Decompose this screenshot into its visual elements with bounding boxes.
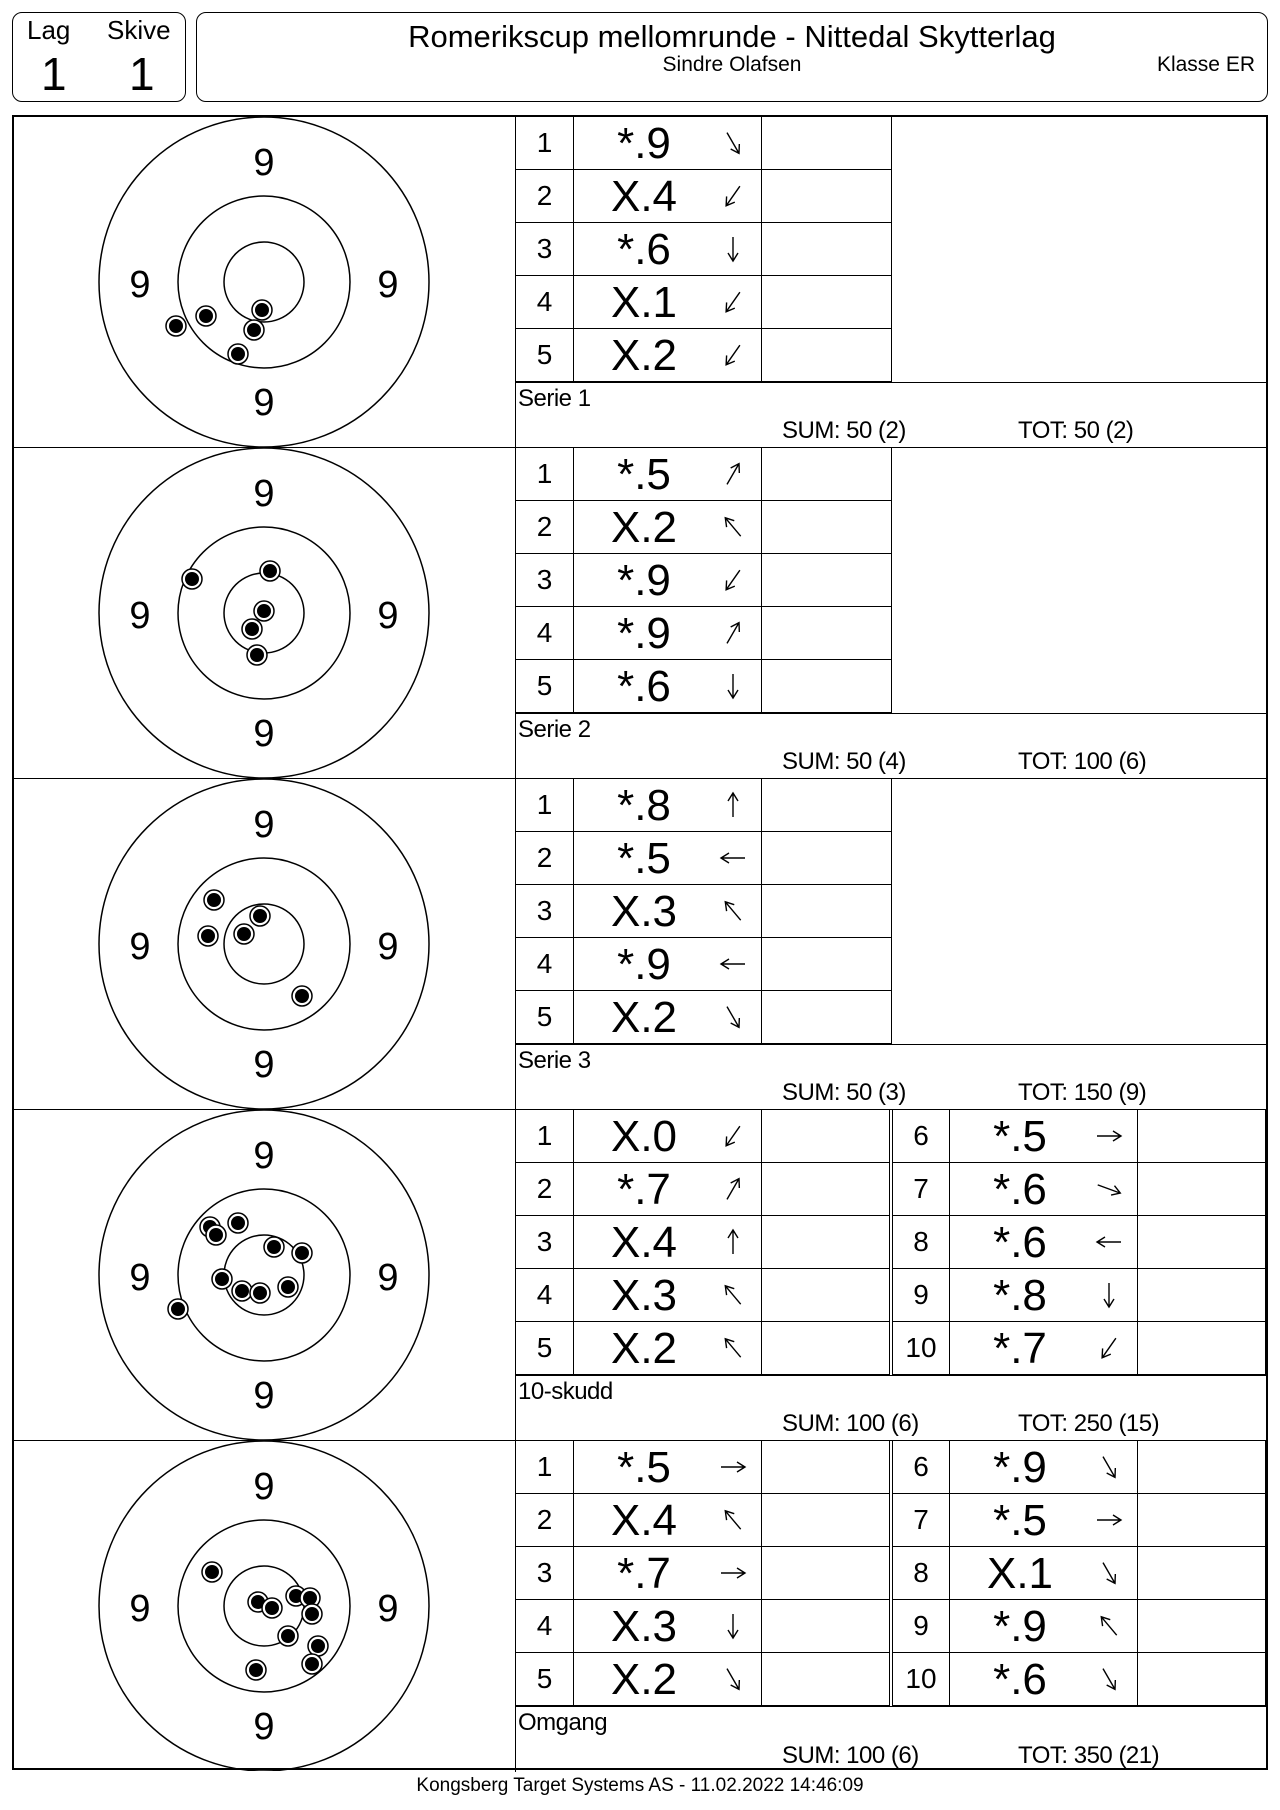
shot-value-cell: [574, 170, 762, 222]
shot-number: 3: [516, 554, 574, 606]
shot-value-cell: [950, 1494, 1138, 1546]
target-svg: [14, 1110, 516, 1440]
shot-table: [516, 1110, 1266, 1375]
shot-hit: [302, 1604, 322, 1624]
shot-hit: [196, 306, 216, 326]
series-summary: [516, 1706, 1266, 1772]
shot-number: 3: [516, 885, 574, 937]
competition-header: [196, 12, 1268, 102]
shot-hit: [250, 1283, 270, 1303]
direction-arrow-icon: [717, 286, 749, 318]
shot-row: [516, 660, 892, 713]
shot-number: 10: [892, 1653, 950, 1705]
shot-hit: [204, 890, 224, 910]
shot-row: [892, 1110, 1266, 1163]
shot-row: [516, 1653, 890, 1706]
shot-number: 1: [516, 117, 574, 169]
shot-hit: [234, 924, 254, 944]
shot-row: [516, 501, 892, 554]
shot-value: X.2: [610, 1324, 678, 1373]
ring-value-label: 9: [377, 264, 399, 307]
lag-label: Lag: [27, 15, 71, 45]
shot-value-cell: [950, 1547, 1138, 1599]
shot-row: [516, 1494, 890, 1547]
direction-arrow-icon: [1093, 1504, 1125, 1536]
shot-value-cell: [574, 554, 762, 606]
shot-value-cell: [950, 1322, 1138, 1374]
direction-arrow-icon: [717, 339, 749, 371]
shot-value: *.7: [617, 1165, 671, 1214]
series-sum: SUM: 100 (6): [782, 1410, 919, 1437]
shot-value-cell: [574, 1653, 762, 1705]
shot-table: [516, 1441, 1266, 1706]
ring-value-label: 9: [377, 926, 399, 969]
shot-row: [516, 329, 892, 382]
direction-arrow-icon: [717, 180, 749, 212]
shot-value: *.6: [617, 662, 671, 711]
ring-value-label: 9: [129, 1257, 151, 1300]
shot-value-cell: [574, 329, 762, 381]
shot-hit: [260, 561, 280, 581]
shot-row: [892, 1653, 1266, 1706]
shot-value-cell: [574, 276, 762, 328]
shot-number: 3: [516, 223, 574, 275]
series-block: [14, 117, 1266, 448]
shot-value: *.5: [617, 450, 671, 499]
shot-value-cell: [574, 1441, 762, 1493]
direction-arrow-icon: [717, 1504, 749, 1536]
target-diagram: [14, 448, 516, 778]
series-name: Serie 2: [518, 716, 591, 743]
direction-arrow-icon: [717, 670, 749, 702]
ring-value-label: 9: [253, 1375, 275, 1418]
target-svg: [14, 448, 516, 778]
ring-value-label: 9: [129, 595, 151, 638]
shot-value-cell: [950, 1110, 1138, 1162]
shot-value: *.7: [617, 1549, 671, 1598]
target-ring: [178, 1189, 350, 1361]
shot-row: [516, 607, 892, 660]
class-label: Klasse ER: [1156, 53, 1255, 76]
direction-arrow-icon: [717, 564, 749, 596]
shot-row: [516, 885, 892, 938]
direction-arrow-icon: [717, 1226, 749, 1258]
shot-hit: [278, 1626, 298, 1646]
shot-hit: [254, 601, 274, 621]
shot-number: 10: [892, 1322, 950, 1374]
series-total: TOT: 250 (15): [1018, 1410, 1160, 1437]
target-svg: [14, 1441, 516, 1771]
series-block: [14, 1110, 1266, 1441]
shot-number: 7: [892, 1494, 950, 1546]
series-sum: SUM: 50 (2): [782, 417, 906, 444]
shot-number: 4: [516, 938, 574, 990]
shot-value-cell: [574, 1547, 762, 1599]
shot-number: 7: [892, 1163, 950, 1215]
shot-number: 5: [516, 991, 574, 1043]
shot-value: X.2: [610, 1655, 678, 1704]
series-block: [14, 448, 1266, 779]
shot-row: [516, 779, 892, 832]
ring-value-label: 9: [129, 926, 151, 969]
skive-label: Skive: [107, 15, 171, 45]
shot-value-cell: [574, 223, 762, 275]
shot-value-cell: [950, 1216, 1138, 1268]
shot-number: 2: [516, 832, 574, 884]
shot-row: [892, 1600, 1266, 1653]
ring-value-label: 9: [129, 1588, 151, 1631]
shot-value-cell: [950, 1269, 1138, 1321]
shot-value: X.3: [610, 1271, 678, 1320]
shot-row: [892, 1494, 1266, 1547]
shot-number: 3: [516, 1547, 574, 1599]
shot-row: [892, 1322, 1266, 1375]
direction-arrow-icon: [1093, 1226, 1125, 1258]
ring-value-label: 9: [253, 1466, 275, 1509]
shot-value-cell: [574, 501, 762, 553]
shot-number: 5: [516, 660, 574, 712]
shot-value: *.6: [993, 1218, 1047, 1267]
shot-table: [516, 779, 1266, 1044]
shot-value-cell: [950, 1441, 1138, 1493]
target-diagram: [14, 1441, 516, 1772]
shot-value: *.8: [617, 781, 671, 830]
shot-hit: [247, 645, 267, 665]
shot-value-cell: [574, 885, 762, 937]
shot-row: [516, 1441, 890, 1494]
shot-value-cell: [950, 1163, 1138, 1215]
shot-hit: [198, 926, 218, 946]
shot-row: [892, 1216, 1266, 1269]
shot-value: X.2: [610, 331, 678, 380]
shot-number: 4: [516, 276, 574, 328]
shot-row: [516, 938, 892, 991]
series-summary: [516, 1375, 1266, 1440]
shot-hit: [302, 1654, 322, 1674]
shot-number: 9: [892, 1600, 950, 1652]
page-title: Romerikscup mellomrunde - Nittedal Skytterlag: [408, 19, 1056, 54]
shot-value: X.4: [610, 172, 678, 221]
ring-value-label: 9: [253, 473, 275, 516]
shot-hit: [278, 1277, 298, 1297]
shot-row: [516, 448, 892, 501]
shot-row: [892, 1547, 1266, 1600]
direction-arrow-icon: [717, 1173, 749, 1205]
shot-number: 2: [516, 170, 574, 222]
shot-value-cell: [574, 1600, 762, 1652]
direction-arrow-icon: [717, 1610, 749, 1642]
shot-value: *.9: [617, 556, 671, 605]
series-sum: SUM: 50 (3): [782, 1079, 906, 1106]
direction-arrow-icon: [1093, 1332, 1125, 1364]
shot-row: [892, 1163, 1266, 1216]
shot-row: [516, 1110, 890, 1163]
shot-row: [516, 1269, 890, 1322]
direction-arrow-icon: [717, 1663, 749, 1695]
shot-value-cell: [574, 607, 762, 659]
shot-number: 1: [516, 1110, 574, 1162]
shot-value: X.4: [610, 1496, 678, 1545]
target-diagram: [14, 779, 516, 1109]
direction-arrow-icon: [1093, 1279, 1125, 1311]
shot-table: [516, 448, 1266, 713]
shot-value: *.8: [993, 1271, 1047, 1320]
shot-hit: [250, 906, 270, 926]
shot-row: [516, 1216, 890, 1269]
shot-value-cell: [574, 938, 762, 990]
shot-row: [516, 223, 892, 276]
shot-value: *.5: [993, 1112, 1047, 1161]
results-sheet: [12, 115, 1268, 1770]
shot-value-cell: [574, 779, 762, 831]
shot-value-cell: [574, 117, 762, 169]
shot-value-cell: [950, 1600, 1138, 1652]
shot-number: 1: [516, 1441, 574, 1493]
shot-value: X.3: [610, 1602, 678, 1651]
shot-value: *.9: [617, 940, 671, 989]
shot-row: [516, 1547, 890, 1600]
shot-number: 6: [892, 1110, 950, 1162]
shot-number: 1: [516, 779, 574, 831]
lag-skive-box: [12, 12, 186, 102]
ring-value-label: 9: [253, 142, 275, 185]
shot-number: 4: [516, 1600, 574, 1652]
shot-value: X.2: [610, 993, 678, 1042]
series-sum: SUM: 100 (6): [782, 1742, 919, 1769]
lag-value: 1: [41, 48, 67, 100]
shot-number: 8: [892, 1216, 950, 1268]
shot-row: [516, 832, 892, 885]
shot-number: 3: [516, 1216, 574, 1268]
direction-arrow-icon: [717, 458, 749, 490]
shot-value: *.9: [993, 1602, 1047, 1651]
shot-value: X.4: [610, 1218, 678, 1267]
direction-arrow-icon: [717, 1557, 749, 1589]
shot-hit: [244, 320, 264, 340]
shot-hit: [168, 1299, 188, 1319]
shot-value-cell: [950, 1653, 1138, 1705]
shot-value-cell: [574, 1494, 762, 1546]
shot-number: 4: [516, 607, 574, 659]
shot-value-cell: [574, 1322, 762, 1374]
shot-row: [516, 170, 892, 223]
series-total: TOT: 100 (6): [1018, 748, 1147, 775]
shot-hit: [166, 316, 186, 336]
shot-row: [892, 1441, 1266, 1494]
direction-arrow-icon: [1093, 1173, 1125, 1205]
direction-arrow-icon: [1093, 1557, 1125, 1589]
shot-value-cell: [574, 1216, 762, 1268]
series-name: Serie 3: [518, 1047, 591, 1074]
series-summary: [516, 382, 1266, 447]
shot-value: X.2: [610, 503, 678, 552]
shot-hit: [262, 1598, 282, 1618]
skive-value: 1: [129, 48, 155, 100]
direction-arrow-icon: [717, 617, 749, 649]
shot-value: *.5: [993, 1496, 1047, 1545]
shot-value-cell: [574, 991, 762, 1043]
shot-number: 6: [892, 1441, 950, 1493]
shot-hit: [292, 986, 312, 1006]
series-name: 10-skudd: [518, 1378, 613, 1405]
ring-value-label: 9: [377, 1588, 399, 1631]
shot-row: [516, 554, 892, 607]
direction-arrow-icon: [717, 1001, 749, 1033]
direction-arrow-icon: [717, 511, 749, 543]
shot-value: *.7: [993, 1324, 1047, 1373]
shot-value: *.5: [617, 1443, 671, 1492]
direction-arrow-icon: [717, 789, 749, 821]
shot-value: *.9: [993, 1443, 1047, 1492]
shot-row: [516, 276, 892, 329]
series-summary: [516, 713, 1266, 778]
shot-value-cell: [574, 1163, 762, 1215]
shot-value: X.0: [610, 1112, 678, 1161]
shot-hit: [182, 569, 202, 589]
shot-row: [892, 1269, 1266, 1322]
shot-hit: [206, 1225, 226, 1245]
direction-arrow-icon: [1093, 1663, 1125, 1695]
shot-number: 8: [892, 1547, 950, 1599]
shot-number: 2: [516, 1163, 574, 1215]
direction-arrow-icon: [717, 1120, 749, 1152]
target-diagram: [14, 1110, 516, 1440]
direction-arrow-icon: [717, 1332, 749, 1364]
series-name: Omgang: [518, 1709, 608, 1736]
shot-table: [516, 117, 1266, 382]
shot-value: *.6: [993, 1655, 1047, 1704]
direction-arrow-icon: [717, 948, 749, 980]
ring-value-label: 9: [253, 713, 275, 756]
footer: Kongsberg Target Systems AS - 11.02.2022 14:46:09: [416, 1775, 864, 1796]
ring-value-label: 9: [253, 1706, 275, 1749]
direction-arrow-icon: [1093, 1451, 1125, 1483]
shot-hit: [246, 1660, 266, 1680]
shot-value: X.1: [986, 1549, 1054, 1598]
shot-number: 5: [516, 1322, 574, 1374]
ring-value-label: 9: [253, 382, 275, 425]
series-block: [14, 779, 1266, 1110]
shooter-name: Sindre Olafsen: [662, 53, 802, 76]
direction-arrow-icon: [717, 127, 749, 159]
ring-value-label: 9: [129, 264, 151, 307]
direction-arrow-icon: [717, 1279, 749, 1311]
series-total: TOT: 150 (9): [1018, 1079, 1147, 1106]
shot-number: 4: [516, 1269, 574, 1321]
shot-row: [516, 1322, 890, 1375]
shot-value: X.1: [610, 278, 678, 327]
ring-value-label: 9: [377, 595, 399, 638]
shot-hit: [228, 344, 248, 364]
shot-value: *.9: [617, 119, 671, 168]
shot-value: X.3: [610, 887, 678, 936]
target-svg: [14, 779, 516, 1109]
shot-hit: [242, 619, 262, 639]
direction-arrow-icon: [717, 895, 749, 927]
shot-value: *.6: [617, 225, 671, 274]
shot-hit: [202, 1562, 222, 1582]
shot-number: 1: [516, 448, 574, 500]
direction-arrow-icon: [1093, 1610, 1125, 1642]
target-svg: [14, 117, 516, 447]
shot-number: 2: [516, 1494, 574, 1546]
shot-row: [516, 1163, 890, 1216]
shot-value: *.6: [993, 1165, 1047, 1214]
direction-arrow-icon: [717, 233, 749, 265]
ring-value-label: 9: [253, 1135, 275, 1178]
shot-hit: [252, 300, 272, 320]
direction-arrow-icon: [717, 1451, 749, 1483]
shot-value-cell: [574, 448, 762, 500]
series-total: TOT: 50 (2): [1018, 417, 1134, 444]
shot-number: 5: [516, 329, 574, 381]
shot-hit: [264, 1237, 284, 1257]
series-sum: SUM: 50 (4): [782, 748, 906, 775]
ring-value-label: 9: [253, 1044, 275, 1087]
shot-row: [516, 1600, 890, 1653]
shot-hit: [228, 1213, 248, 1233]
direction-arrow-icon: [717, 842, 749, 874]
shot-value: *.5: [617, 834, 671, 883]
ring-value-label: 9: [253, 804, 275, 847]
shot-hit: [212, 1269, 232, 1289]
shot-value-cell: [574, 832, 762, 884]
series-name: Serie 1: [518, 385, 591, 412]
series-total: TOT: 350 (21): [1018, 1742, 1160, 1769]
series-block: [14, 1441, 1266, 1772]
shot-hit: [232, 1281, 252, 1301]
shot-row: [516, 117, 892, 170]
shot-value-cell: [574, 1110, 762, 1162]
shot-number: 9: [892, 1269, 950, 1321]
ring-value-label: 9: [377, 1257, 399, 1300]
series-summary: [516, 1044, 1266, 1109]
direction-arrow-icon: [1093, 1120, 1125, 1152]
shot-value: *.9: [617, 609, 671, 658]
shot-hit: [292, 1243, 312, 1263]
shot-row: [516, 991, 892, 1044]
target-diagram: [14, 117, 516, 447]
shot-value-cell: [574, 660, 762, 712]
shot-number: 2: [516, 501, 574, 553]
target-ring: [178, 196, 350, 368]
shot-number: 5: [516, 1653, 574, 1705]
shot-hit: [308, 1636, 328, 1656]
shot-value-cell: [574, 1269, 762, 1321]
